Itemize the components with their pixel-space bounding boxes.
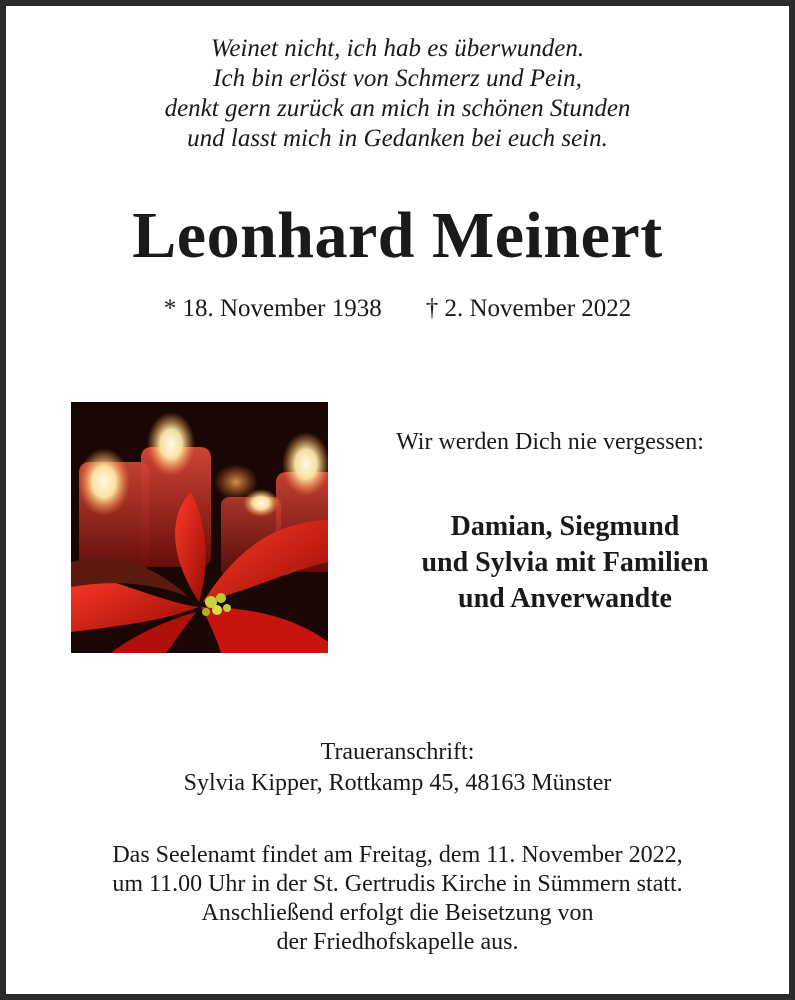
mourning-address <box>0 737 795 799</box>
mourners-line: und Anverwandte <box>458 583 672 614</box>
memorial-poem <box>0 34 795 154</box>
poem-line: Weinet nicht, ich hab es überwunden. <box>210 35 585 62</box>
mourners-line: Damian, Siegmund <box>450 511 680 542</box>
address-label: Traueranschrift: <box>320 739 475 765</box>
poem-line: denkt gern zurück an mich in schönen Stunden <box>164 95 631 122</box>
remembrance-line: Wir werden Dich nie vergessen: <box>396 429 704 455</box>
candles-poinsettia-photo <box>71 402 328 653</box>
death-date: † 2. November 2022 <box>425 295 632 322</box>
mourners-line: und Sylvia mit Familien <box>421 547 709 578</box>
service-line: Anschließend erfolgt die Beisetzung von <box>201 900 594 926</box>
birth-date: * 18. November 1938 <box>163 295 382 322</box>
service-announcement <box>0 841 795 957</box>
life-dates <box>0 292 795 326</box>
deceased-name: Leonhard Meinert <box>132 199 663 272</box>
poem-line: und lasst mich in Gedanken bei euch sein. <box>187 125 608 152</box>
address-line: Sylvia Kipper, Rottkamp 45, 48163 Münster <box>183 770 612 796</box>
mourners-names <box>330 509 795 617</box>
poem-line: Ich bin erlöst von Schmerz und Pein, <box>213 65 582 92</box>
service-line: um 11.00 Uhr in der St. Gertrudis Kirche in Sümmern statt. <box>112 871 683 897</box>
service-line: der Friedhofskapelle aus. <box>276 929 519 955</box>
service-line: Das Seelenamt findet am Freitag, dem 11. November 2022, <box>112 842 683 868</box>
